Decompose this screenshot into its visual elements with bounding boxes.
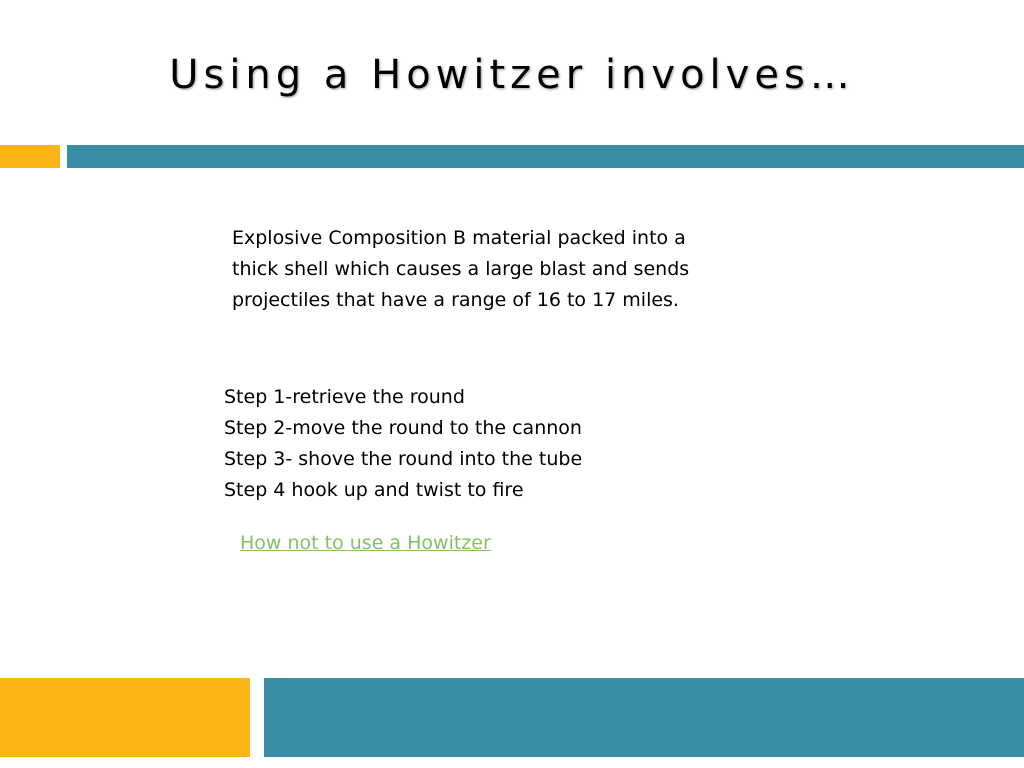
steps-list (224, 382, 744, 506)
description-text: Explosive Composition B material packed into a thick shell which causes a large blast and sends projectiles that have a range of 16 to 17 miles. (232, 227, 690, 311)
top-teal-bar (67, 145, 1024, 168)
step-item: Step 4 hook up and twist to fire (224, 479, 524, 501)
step-item: Step 1-retrieve the round (224, 386, 465, 408)
bottom-accent-bar (0, 678, 250, 757)
bottom-teal-bar (264, 678, 1024, 757)
top-accent-bar (0, 145, 60, 168)
step-item: Step 2-move the round to the cannon (224, 417, 582, 439)
step-item: Step 3- shove the round into the tube (224, 448, 583, 470)
slide-title: Using a Howitzer involves… (169, 52, 855, 98)
howitzer-video-link[interactable]: How not to use a Howitzer (240, 532, 491, 554)
